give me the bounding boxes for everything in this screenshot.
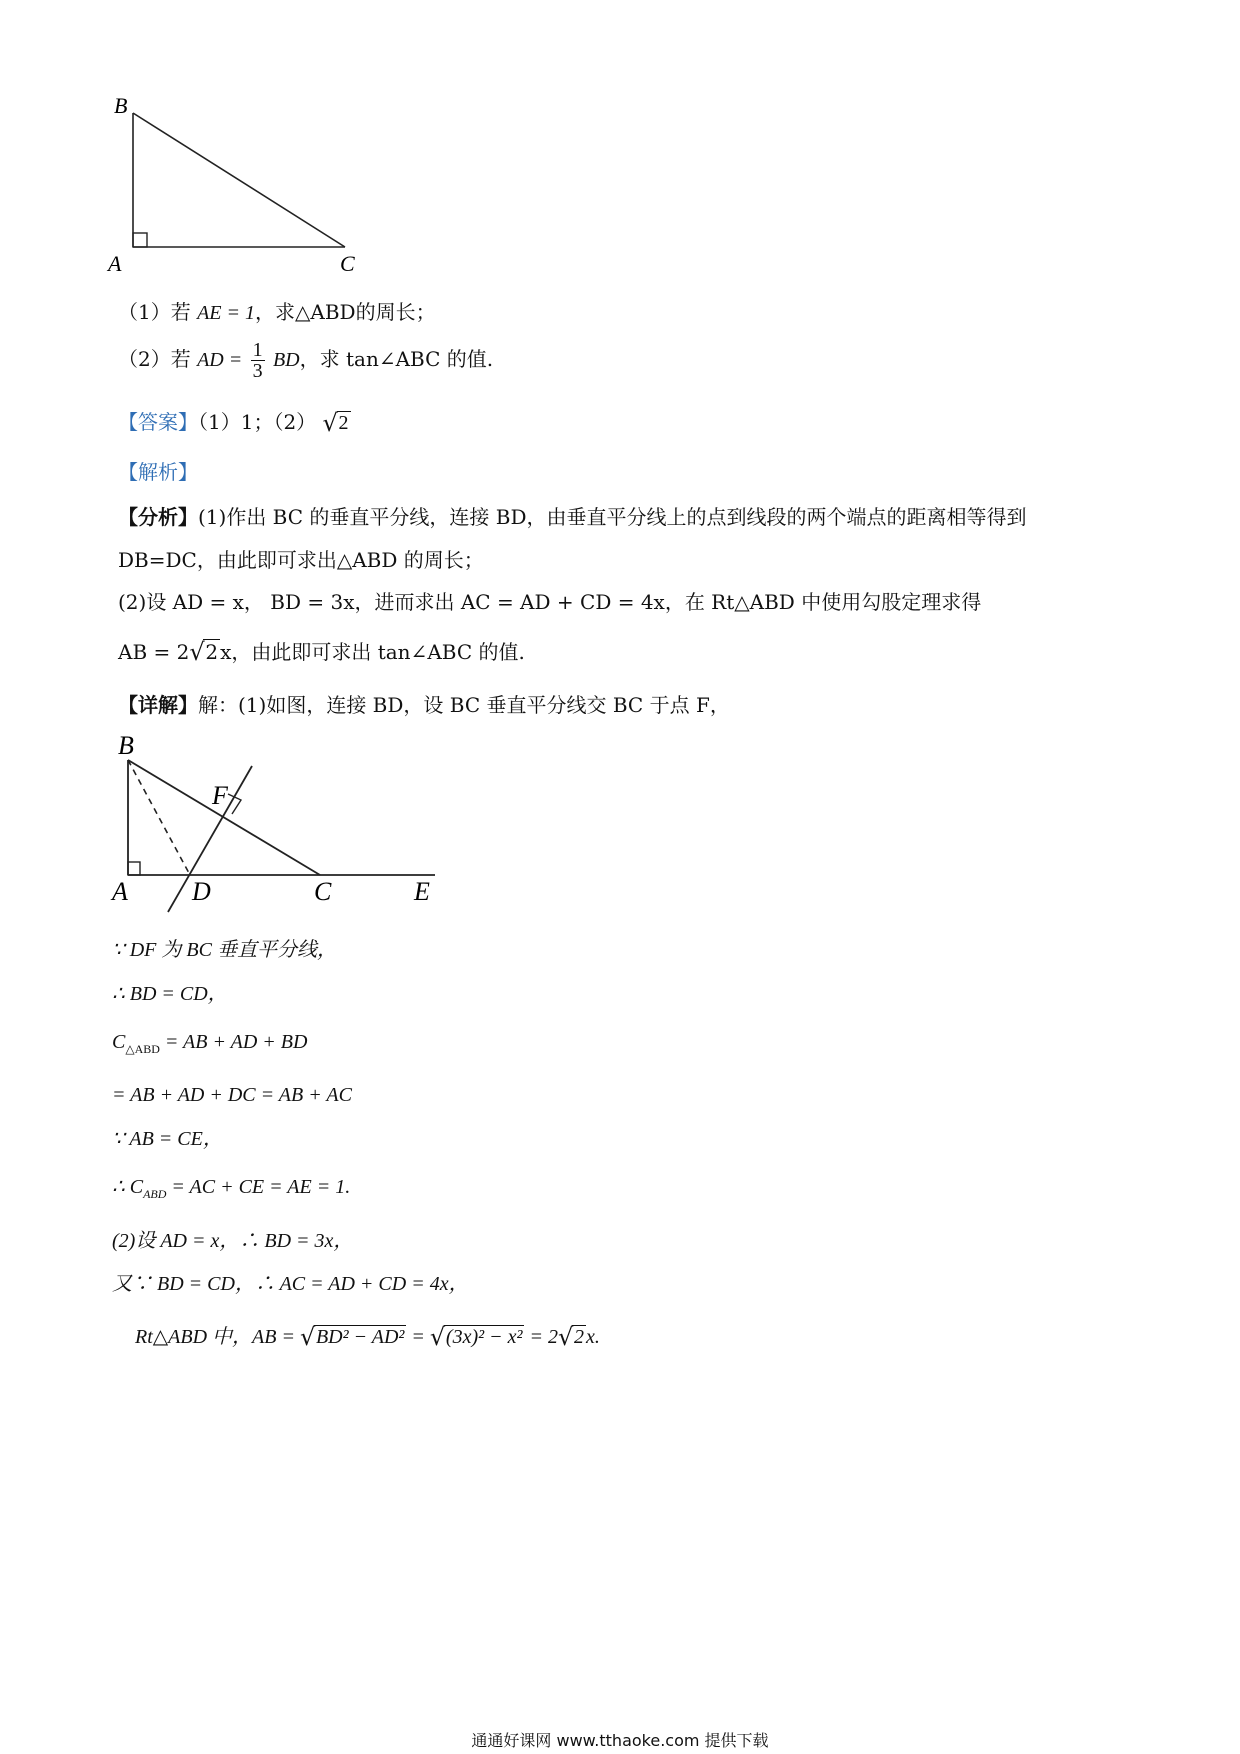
solution-line-1: ∵ DF 为 BC 垂直平分线， <box>112 939 337 961</box>
question-1 <box>118 300 436 325</box>
detail-intro <box>118 693 730 717</box>
pythagoras-eq: = <box>411 1326 425 1348</box>
label-b: B <box>114 95 128 118</box>
perimeter-sub: △ABD <box>125 1042 160 1056</box>
answer-text: （1）1；（2） <box>198 410 317 434</box>
edge-bc <box>128 760 320 875</box>
fenxi-tag: 【分析】 <box>118 505 198 529</box>
q2-rhs: BD <box>272 349 300 371</box>
detail-text: 解：(1)如图，连接 BD，设 BC 垂直平分线交 BC 于点 F， <box>198 693 730 717</box>
perimeter-expr: = AB + AD + BD <box>159 1031 308 1053</box>
figure-right-triangle <box>100 95 420 305</box>
label-b: B <box>118 731 134 760</box>
question-2 <box>118 340 493 381</box>
perimeter2-sub: ABD <box>143 1187 167 1201</box>
pythagoras-sqrt-3: √ 2 <box>558 1325 586 1349</box>
solution-line-3 <box>112 1030 307 1056</box>
analysis-text-4: x，由此即可求出 tan∠ABC 的值. <box>220 640 525 664</box>
answer-tag: 【答案】 <box>118 410 198 434</box>
pythagoras-end: x. <box>585 1326 600 1348</box>
solution-line-5: ∵ AB = CE， <box>112 1128 223 1150</box>
solution-line-6 <box>112 1175 350 1201</box>
answer-line <box>118 410 351 435</box>
answer-sqrt: √ 2 <box>323 411 351 435</box>
dashed-bd <box>128 760 190 875</box>
q1-expr: AE = 1 <box>197 302 256 324</box>
perimeter-c: C <box>112 1031 126 1053</box>
pythagoras-eq-2: = 2 <box>529 1326 558 1348</box>
label-a: A <box>112 877 128 906</box>
analysis-text-1: (1)作出 BC 的垂直平分线，连接 BD，由垂直平分线上的点到线段的两个端点的距离相等得到 <box>198 505 1027 529</box>
q2-prefix: （2）若 <box>118 347 191 371</box>
solution-line-4: = AB + AD + DC = AB + AC <box>112 1084 352 1106</box>
pythagoras-sqrt-2: √ (3x)² − x² <box>430 1325 525 1349</box>
solution-line-9 <box>135 1325 600 1349</box>
label-c: C <box>314 877 332 906</box>
label-c: C <box>340 251 355 276</box>
right-angle-mark-a <box>128 862 140 875</box>
edge-bc <box>133 113 345 247</box>
detail-tag: 【详解】 <box>118 693 198 717</box>
q2-lhs: AD = <box>197 349 243 371</box>
pythagoras-prefix: Rt△ABD 中，AB = <box>135 1326 295 1348</box>
perimeter2-expr: = AC + CE = AE = 1. <box>166 1176 351 1198</box>
q1-prefix: （1）若 <box>118 300 191 324</box>
pythagoras-sqrt-1: √ BD² − AD² <box>300 1325 406 1349</box>
analysis-line-3: (2)设 AD = x， BD = 3x，进而求出 AC = AD + CD = 4x，在 Rt△ABD 中使用勾股定理求得 <box>118 590 982 614</box>
analysis-line-1 <box>118 505 1027 529</box>
figure-perpendicular-bisector <box>100 730 490 930</box>
solution-line-8: 又∵ BD = CD，∴ AC = AD + CD = 4x， <box>112 1273 469 1295</box>
solution-line-2: ∴ BD = CD， <box>112 983 228 1005</box>
analysis-line-4 <box>118 640 525 664</box>
q2-suffix: ，求 tan∠ABC 的值. <box>299 347 494 371</box>
label-d: D <box>192 877 211 906</box>
q1-suffix: ，求△ABD的周长； <box>255 300 436 324</box>
analysis-ab-eq: AB = 2 <box>118 640 190 664</box>
label-a: A <box>108 251 122 276</box>
fraction-one-third: $\frac{1}{3}$ <box>252 339 263 382</box>
right-angle-mark <box>133 233 147 247</box>
analysis-sqrt: √ 2 <box>189 640 220 664</box>
footer-source: 通通好课网 www.tthaoke.com 提供下载 <box>471 1731 769 1750</box>
perimeter2-c: ∴ C <box>112 1176 144 1198</box>
analysis-tag: 【解析】 <box>118 460 198 484</box>
label-f: F <box>212 781 228 810</box>
label-e: E <box>414 877 430 906</box>
solution-line-7: (2)设 AD = x，∴ BD = 3x， <box>112 1230 354 1252</box>
analysis-line-2: DB=DC，由此即可求出△ABD 的周长； <box>118 548 484 572</box>
